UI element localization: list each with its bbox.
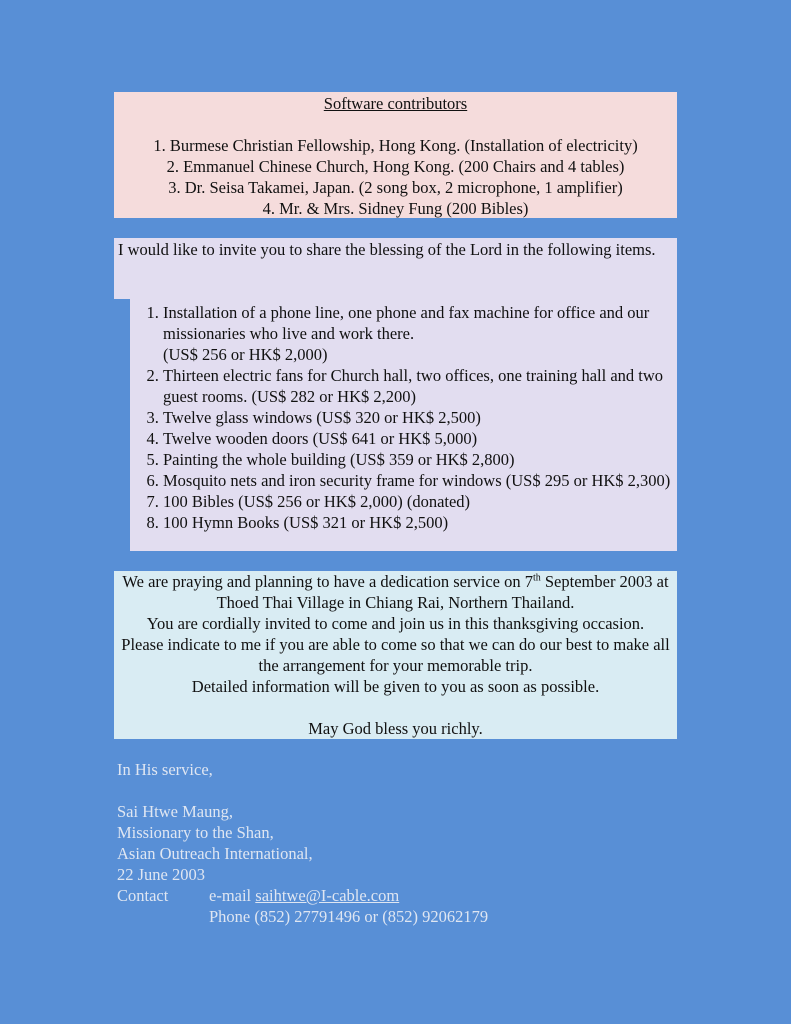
closing: In His service, xyxy=(117,760,213,779)
email-label: e-mail xyxy=(209,886,256,905)
contributor-item: 3. Dr. Seisa Takamei, Japan. (2 song box, 2 microphone, 1 amplifier) xyxy=(168,178,623,197)
invitation-list-box xyxy=(130,299,677,551)
dedication-box xyxy=(114,571,677,739)
invitation-intro-box xyxy=(114,238,677,299)
dedication-line-3: Please indicate to me if you are able to come so that we can do our best to make all the arrangement for your memorable trip. xyxy=(121,635,670,675)
contact-row xyxy=(117,885,677,906)
invitation-list xyxy=(130,302,677,533)
contributors-box xyxy=(114,92,677,218)
signer-org: Asian Outreach International, xyxy=(117,844,313,863)
signer-role: Missionary to the Shan, xyxy=(117,823,274,842)
phone: Phone (852) 27791496 or (852) 92062179 xyxy=(209,907,489,926)
contact-label: Contact xyxy=(117,886,169,905)
invitation-intro: I would like to invite you to share the blessing of the Lord in the following items. xyxy=(118,240,656,259)
item-price: (US$ 256 or HK$ 2,000) xyxy=(163,345,328,364)
signature-block xyxy=(117,759,677,927)
dedication-line-4: Detailed information will be given to you as soon as possible. xyxy=(191,677,600,696)
list-item: 7. 100 Bibles (US$ 256 or HK$ 2,000) (donated) xyxy=(163,491,677,512)
signature-date: 22 June 2003 xyxy=(117,865,205,884)
contributor-item: 1. Burmese Christian Fellowship, Hong Kong. (Installation of electricity) xyxy=(153,136,638,155)
contributor-item: 4. Mr. & Mrs. Sidney Fung (200 Bibles) xyxy=(262,199,529,218)
dedication-line-1: We are praying and planning to have a dedication service on 7th September 2003 at Thoed Thai Village in Chiang Rai, Northern Thailand. xyxy=(122,572,669,612)
list-item: 8. 100 Hymn Books (US$ 321 or HK$ 2,500) xyxy=(163,512,677,533)
email-link[interactable]: saihtwe@I-cable.com xyxy=(255,886,400,905)
dedication-line-2: You are cordially invited to come and join us in this thanksgiving occasion. xyxy=(146,614,645,633)
contributors-title: Software contributors xyxy=(323,94,468,113)
signer-name: Sai Htwe Maung, xyxy=(117,802,233,821)
contributor-item: 2. Emmanuel Chinese Church, Hong Kong. (200 Chairs and 4 tables) xyxy=(166,157,625,176)
list-item: 1. Installation of a phone line, one phone and fax machine for office and our missionaries who live and work there. (US$ 256 or HK$ 2,000) xyxy=(163,302,677,365)
list-item: 5. Painting the whole building (US$ 359 or HK$ 2,800) xyxy=(163,449,677,470)
list-item: 2. Thirteen electric fans for Church hall, two offices, one training hall and two guest rooms. (US$ 282 or HK$ 2,200) xyxy=(163,365,677,407)
list-item: 6. Mosquito nets and iron security frame for windows (US$ 295 or HK$ 2,300) xyxy=(163,470,677,491)
list-item: 4. Twelve wooden doors (US$ 641 or HK$ 5,000) xyxy=(163,428,677,449)
blessing: May God bless you richly. xyxy=(308,719,483,738)
list-item: 3. Twelve glass windows (US$ 320 or HK$ 2,500) xyxy=(163,407,677,428)
